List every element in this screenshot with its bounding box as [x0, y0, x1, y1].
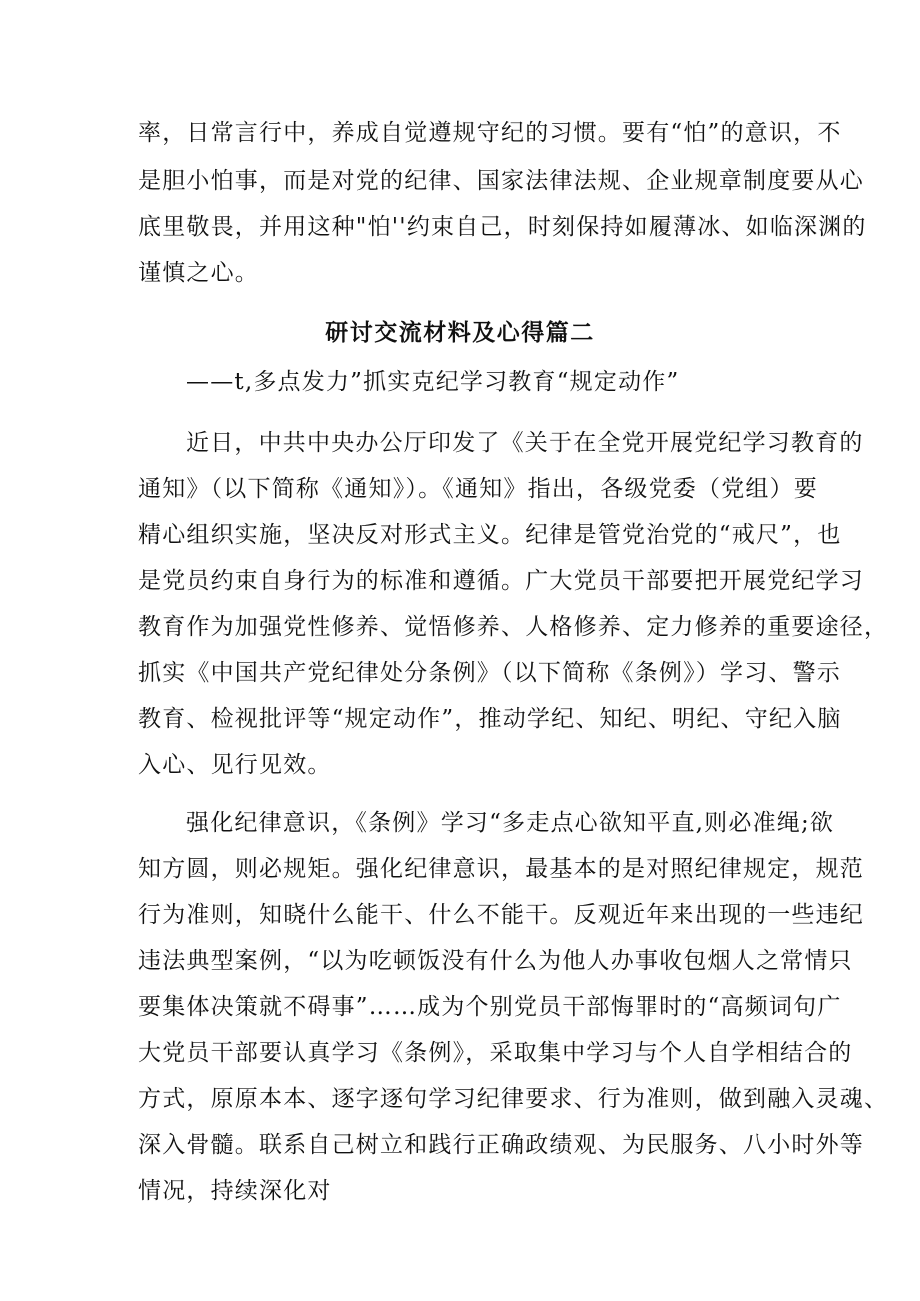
- paragraph2-line-2: 知方圆，则必规矩。强化纪律意识，最基本的是对照纪律规定，规范: [138, 856, 864, 882]
- section-title: 研讨交流材料及心得篇二: [325, 319, 595, 346]
- continuation-line-3: 底里敬畏，并用这种"怕''约束自己，时刻保持如履薄冰、如临深渊的: [138, 214, 867, 240]
- paragraph1-line-3: 精心组织实施，坚决反对形式主义。纪律是管党治党的“戒尺”，也: [138, 522, 842, 548]
- paragraph1-line-1: 近日，中共中央办公厅印发了《关于在全党开展党纪学习教育的: [186, 430, 864, 456]
- paragraph1-line-7: 教育、检视批评等“规定动作”，推动学纪、知纪、明纪、守纪入脑: [138, 706, 842, 732]
- paragraph2-line-9: 情况，持续深化对: [138, 1178, 332, 1204]
- continuation-line-2: 是胆小怕事，而是对党的纪律、国家法律法规、企业规章制度要从心: [138, 168, 864, 194]
- paragraph2-line-1: 强化纪律意识，《条例》学习“多走点心欲知平直,则必准绳;欲: [186, 810, 835, 836]
- paragraph2-line-7: 方式，原原本本、逐字逐句学习纪律要求、行为准则，做到融入灵魂、: [138, 1086, 889, 1112]
- paragraph2-line-4: 违法典型案例，“以为吃顿饭没有什么为他人办事收包烟人之常情只: [138, 948, 853, 974]
- paragraph1-line-5: 教育作为加强党性修养、觉悟修养、人格修养、定力修养的重要途径，: [138, 614, 889, 640]
- paragraph1-line-2: 通知》（以下简称《通知》）。《通知》指出，各级党委（党组）要: [138, 476, 818, 502]
- paragraph2-line-3: 行为准则，知晓什么能干、什么不能干。反观近年来出现的一些违纪: [138, 902, 864, 928]
- paragraph2-line-5: 要集体决策就不碍事”……成为个别党员干部悔罪时的“高频词句广: [138, 994, 842, 1020]
- paragraph1-line-8: 入心、见行见效。: [138, 752, 332, 778]
- continuation-line-4: 谨慎之心。: [138, 260, 259, 286]
- paragraph1-line-6: 抓实《中国共产党纪律处分条例》（以下简称《条例》）学习、警示: [138, 660, 841, 686]
- paragraph2-line-6: 大党员干部要认真学习《条例》，采取集中学习与个人自学相结合的: [138, 1040, 853, 1066]
- paragraph1-line-4: 是党员约束自身行为的标准和遵循。广大党员干部要把开展党纪学习: [138, 568, 864, 594]
- continuation-line-1: 率，日常言行中，养成自觉遵规守纪的习惯。要有“怕”的意识，不: [138, 120, 842, 146]
- paragraph2-line-8: 深入骨髓。联系自己树立和践行正确政绩观、为民服务、八小时外等: [138, 1132, 864, 1158]
- section-subtitle: ——t,多点发力”抓实克纪学习教育“规定动作”: [186, 369, 680, 395]
